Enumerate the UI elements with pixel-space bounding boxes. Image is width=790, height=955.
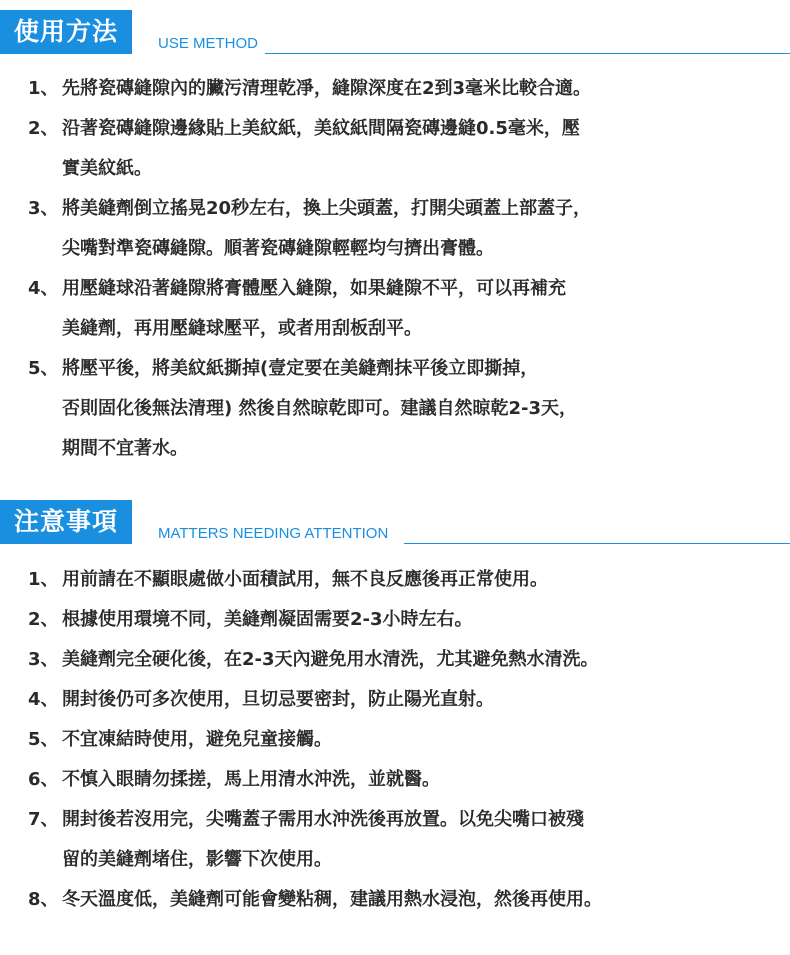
usage-step-text: 先將瓷磚縫隙內的臟污清理乾凈，縫隙深度在2到3毫米比較合適。 bbox=[62, 78, 592, 99]
usage-steps-list bbox=[0, 69, 790, 469]
notes-item-text: 開封後仍可多次使用，旦切忌要密封，防止陽光直射。 bbox=[62, 689, 494, 710]
usage-step-text: 用壓縫球沿著縫隙將膏體壓入縫隙，如果縫隙不平，可以再補充 bbox=[62, 278, 566, 299]
usage-step bbox=[0, 109, 790, 189]
notes-item-text: 不慎入眼睛勿揉搓，馬上用清水沖洗，並就醫。 bbox=[62, 769, 440, 790]
usage-step-text: 尖嘴對準瓷磚縫隙。順著瓷磚縫隙輕輕均勻擠出膏體。 bbox=[62, 238, 494, 259]
notes-item-number: 4、 bbox=[28, 689, 59, 710]
notes-item-number: 5、 bbox=[28, 729, 59, 750]
notes-item-number: 3、 bbox=[28, 649, 59, 670]
notes-title-en: MATTERS NEEDING ATTENTION bbox=[158, 525, 389, 542]
usage-step-text: 將美縫劑倒立搖晃20秒左右，換上尖頭蓋，打開尖頭蓋上部蓋子， bbox=[62, 198, 592, 219]
notes-item bbox=[0, 720, 790, 760]
usage-step-number: 2、 bbox=[28, 118, 59, 139]
notes-item-text: 用前請在不顯眼處做小面積試用，無不良反應後再正常使用。 bbox=[62, 569, 548, 590]
notes-title: 注意事項 bbox=[0, 500, 132, 544]
notes-divider bbox=[404, 543, 790, 544]
notes-item bbox=[0, 680, 790, 720]
usage-step-text: 將壓平後，將美紋紙撕掉(壹定要在美縫劑抹平後立即撕掉， bbox=[62, 358, 539, 379]
notes-item-text: 留的美縫劑堵住，影響下次使用。 bbox=[62, 849, 332, 870]
notes-item-text: 冬天溫度低，美縫劑可能會變粘稠，建議用熱水浸泡，然後再使用。 bbox=[62, 889, 602, 910]
usage-step-number: 4、 bbox=[28, 278, 59, 299]
notes-item-number: 1、 bbox=[28, 569, 59, 590]
usage-step bbox=[0, 69, 790, 109]
notes-item-number: 8、 bbox=[28, 889, 59, 910]
usage-divider bbox=[265, 53, 790, 54]
notes-item bbox=[0, 880, 790, 920]
usage-step bbox=[0, 349, 790, 469]
usage-step-text: 美縫劑，再用壓縫球壓平，或者用刮板刮平。 bbox=[62, 318, 422, 339]
notes-item-text: 根據使用環境不同，美縫劑凝固需要2-3小時左右。 bbox=[62, 609, 473, 630]
notes-item-text: 美縫劑完全硬化後，在2-3天內避免用水清洗，尤其避免熱水清洗。 bbox=[62, 649, 599, 670]
usage-step-text: 否則固化後無法清理) 然後自然晾乾即可。建議自然晾乾2-3天， bbox=[62, 398, 578, 419]
notes-item bbox=[0, 800, 790, 880]
notes-item-text: 開封後若沒用完，尖嘴蓋子需用水沖洗後再放置。以免尖嘴口被殘 bbox=[62, 809, 584, 830]
notes-item-text: 不宜凍結時使用，避免兒童接觸。 bbox=[62, 729, 332, 750]
notes-items-list bbox=[0, 560, 790, 920]
usage-step-text: 沿著瓷磚縫隙邊緣貼上美紋紙，美紋紙間隔瓷磚邊縫0.5毫米，壓 bbox=[62, 118, 580, 139]
notes-item-number: 7、 bbox=[28, 809, 59, 830]
notes-item-number: 6、 bbox=[28, 769, 59, 790]
notes-item bbox=[0, 640, 790, 680]
notes-item bbox=[0, 560, 790, 600]
usage-step-text: 期間不宜著水。 bbox=[62, 438, 188, 459]
usage-title: 使用方法 bbox=[0, 10, 132, 54]
usage-step-number: 3、 bbox=[28, 198, 59, 219]
usage-section-header bbox=[0, 10, 790, 54]
notes-item-number: 2、 bbox=[28, 609, 59, 630]
notes-item bbox=[0, 760, 790, 800]
usage-step bbox=[0, 189, 790, 269]
usage-step bbox=[0, 269, 790, 349]
usage-step-number: 5、 bbox=[28, 358, 59, 379]
notes-section-header bbox=[0, 500, 790, 544]
notes-item bbox=[0, 600, 790, 640]
usage-title-en: USE METHOD bbox=[158, 35, 259, 52]
usage-step-number: 1、 bbox=[28, 78, 59, 99]
usage-step-text: 實美紋紙。 bbox=[62, 158, 152, 179]
